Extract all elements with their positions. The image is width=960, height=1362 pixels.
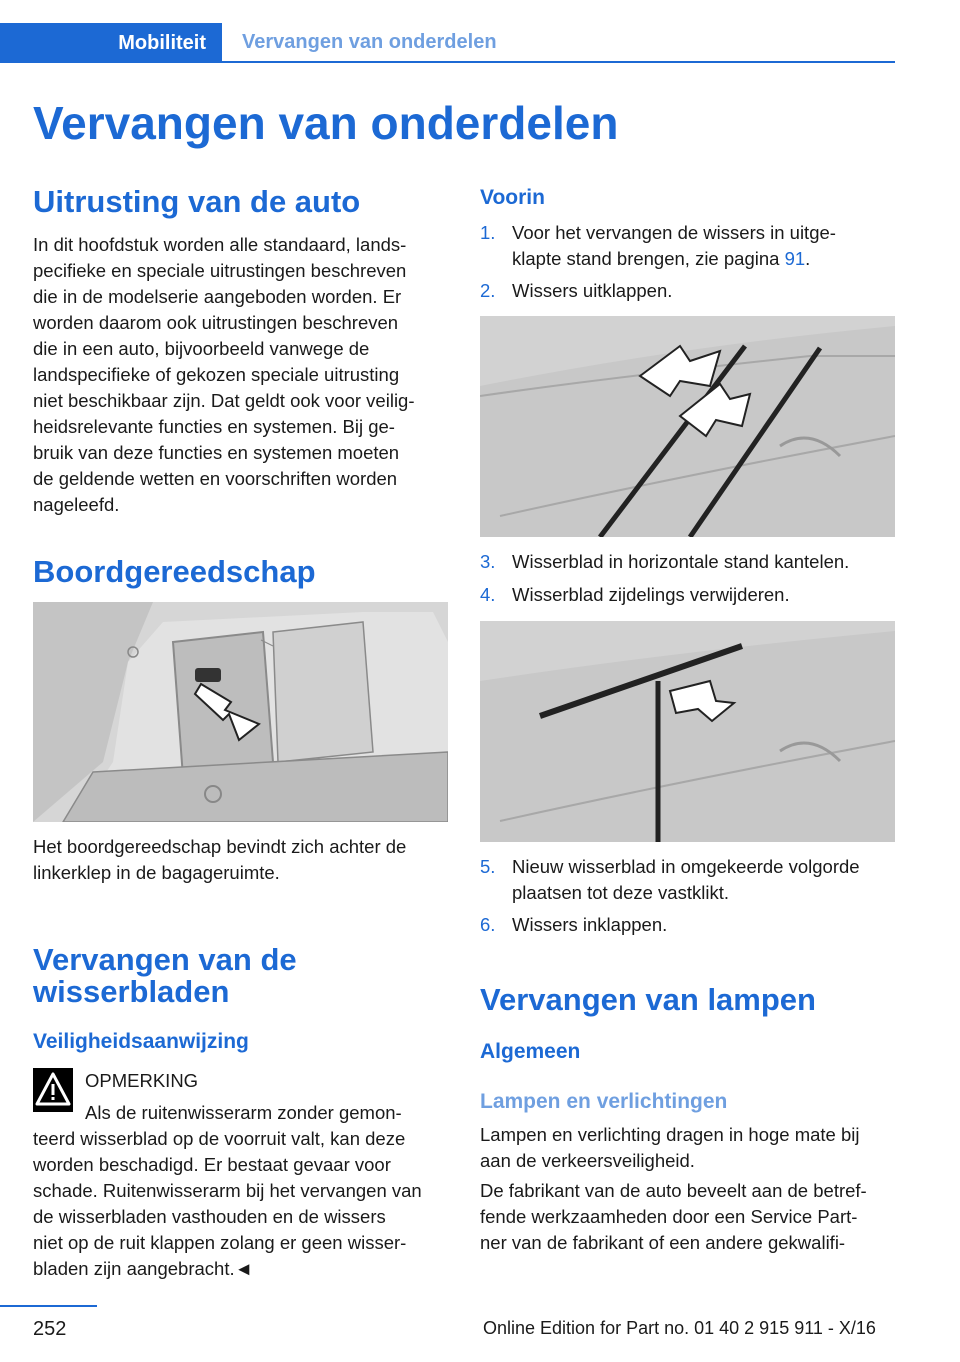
list-item xyxy=(480,220,900,272)
text-line: de wisserbladen vasthouden en de wissers xyxy=(33,1206,386,1227)
figure-wipers-folded-out xyxy=(480,316,895,537)
text-line: worden daarom ook uitrustingen beschreven xyxy=(33,312,399,333)
text-line: aan de verkeersveiligheid. xyxy=(480,1150,695,1171)
text-line: heidsrelevante functies en systemen. Bij ge‐ xyxy=(33,416,395,437)
heading-vervangen-lampen: Vervangen van lampen xyxy=(480,982,816,1017)
page-number: 252 xyxy=(33,1318,67,1340)
text-line: teerd wisserblad op de voorruit valt, kan deze xyxy=(33,1128,406,1149)
text-line: Nieuw wisserblad in omgekeerde volgorde xyxy=(512,856,860,877)
wiper-illustration-1 xyxy=(480,316,895,537)
text-line: Wisserblad in horizontale stand kantelen. xyxy=(512,551,850,572)
warning-line: Als de ruitenwisserarm zonder gemon‐ xyxy=(85,1102,402,1123)
text-line: niet op de ruit klappen zolang er geen wisser‐ xyxy=(33,1232,407,1253)
warning-label: OPMERKING xyxy=(85,1070,199,1091)
list-item xyxy=(480,912,900,938)
step-number: 5. xyxy=(480,856,496,877)
text-line: plaatsen tot deze vastklikt. xyxy=(512,882,729,903)
text-line: Het boordgereedschap bevindt zich achter de xyxy=(33,836,407,857)
heading-voorin: Voorin xyxy=(480,186,545,209)
warning-text xyxy=(33,1126,458,1282)
page-link[interactable]: 91 xyxy=(784,248,806,269)
paragraph-lampen-2 xyxy=(480,1178,900,1256)
text-line: die in de modelserie aangeboden worden. Er xyxy=(33,286,402,307)
tab-mobiliteit-label: Mobiliteit xyxy=(118,31,206,54)
text-line: fende werkzaamheden door een Service Part‐ xyxy=(480,1206,858,1227)
text-line: landspecifieke of gekozen speciale uitrusting xyxy=(33,364,400,385)
step-number: 6. xyxy=(480,914,496,935)
text-line: Lampen en verlichting dragen in hoge mate bij xyxy=(480,1124,860,1145)
page-title: Vervangen van onderdelen xyxy=(33,97,619,149)
step-number: 4. xyxy=(480,584,496,605)
text-line: Voor het vervangen de wissers in uitge‐ xyxy=(512,222,836,243)
text-tail: . xyxy=(805,248,811,269)
wiper-illustration-2 xyxy=(480,621,895,842)
paragraph-uitrusting xyxy=(33,232,453,518)
edition-text: Online Edition for Part no. 01 40 2 915 911 - X/16 xyxy=(483,1318,876,1338)
heading-vervangen-wisserbladen xyxy=(33,944,297,1008)
header-rule xyxy=(33,61,895,63)
list-item xyxy=(480,278,900,304)
figure-wiper-blade-removal xyxy=(480,621,895,842)
step-number: 1. xyxy=(480,222,496,243)
text-line: bladen zijn aangebracht.◄ xyxy=(33,1258,253,1279)
text-line: In dit hoofdstuk worden alle standaard, lands‐ xyxy=(33,234,407,255)
paragraph-lampen-1 xyxy=(480,1122,900,1174)
list-item xyxy=(480,549,900,575)
paragraph-boordgereedschap xyxy=(33,834,453,886)
text-line: De fabrikant van de auto beveelt aan de betref‐ xyxy=(480,1180,867,1201)
text-line: ner van de fabrikant of een andere gekwalifi‐ xyxy=(480,1232,846,1253)
step-number: 3. xyxy=(480,551,496,572)
heading-line: Vervangen van de xyxy=(33,942,297,977)
text-line: die in een auto, bijvoorbeeld vanwege de xyxy=(33,338,370,359)
figure-boot-toolkit xyxy=(33,602,448,822)
text-line: schade. Ruitenwisserarm bij het vervangen van xyxy=(33,1180,422,1201)
tab-vervangen-van-onderdelen[interactable]: Vervangen van onderdelen xyxy=(242,31,497,53)
text-line: pecifieke en speciale uitrustingen beschreven xyxy=(33,260,407,281)
tab-mobiliteit[interactable] xyxy=(0,23,222,63)
list-item xyxy=(480,582,900,608)
text-line: linkerklep in de bagageruimte. xyxy=(33,862,280,883)
list-item xyxy=(480,854,900,906)
heading-uitrusting: Uitrusting van de auto xyxy=(33,184,361,219)
text-line: de geldende wetten en voorschriften worden xyxy=(33,468,398,489)
text-line: Wissers uitklappen. xyxy=(512,280,673,301)
text-line: nageleefd. xyxy=(33,494,120,515)
warning-triangle-icon xyxy=(33,1068,73,1112)
boot-illustration xyxy=(33,602,448,822)
footer-rule xyxy=(0,1305,97,1307)
heading-boordgereedschap: Boordgereedschap xyxy=(33,554,316,589)
text-line: worden beschadigd. Er bestaat gevaar voor xyxy=(33,1154,391,1175)
step-number: 2. xyxy=(480,280,496,301)
text-line: Wissers inklappen. xyxy=(512,914,668,935)
heading-veiligheidsaanwijzing: Veiligheidsaanwijzing xyxy=(33,1030,249,1053)
heading-line: wisserbladen xyxy=(33,974,230,1009)
text-line: bruik van deze functies en systemen moeten xyxy=(33,442,400,463)
heading-algemeen: Algemeen xyxy=(480,1040,581,1063)
heading-lampen-verlichtingen: Lampen en verlichtingen xyxy=(480,1090,728,1113)
text-line: klapte stand brengen, zie pagina xyxy=(512,248,785,269)
text-line: niet beschikbaar zijn. Dat geldt ook voor veilig‐ xyxy=(33,390,415,411)
text-line: Wisserblad zijdelings verwijderen. xyxy=(512,584,790,605)
